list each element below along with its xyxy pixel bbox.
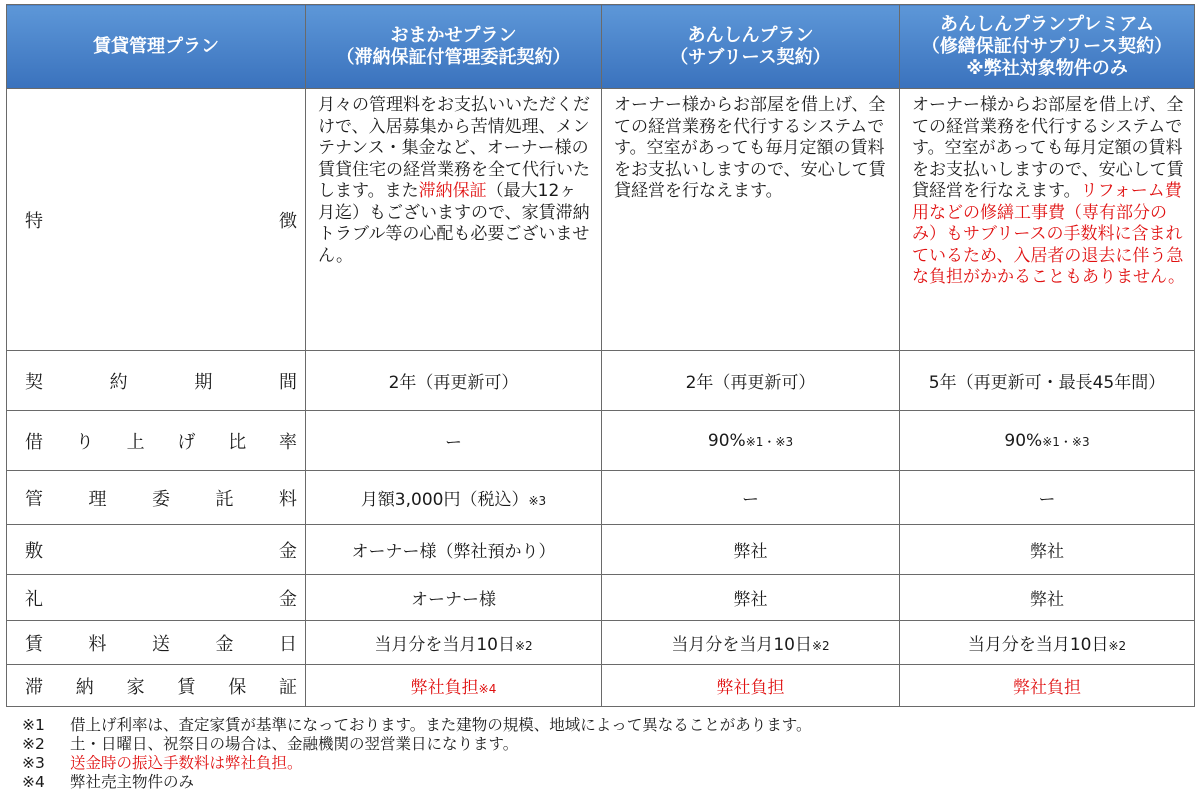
header-omakase-title: おまかせプラン xyxy=(390,24,517,46)
header-anshin-title: あんしんプラン xyxy=(687,24,814,46)
label-text xyxy=(25,428,297,454)
label-text xyxy=(25,537,297,563)
premium-lease-ratio-value: 90% xyxy=(1004,430,1043,451)
anshin-management-fee: ー xyxy=(602,471,900,525)
omakase-management-fee-value: 月額3,000円（税込） xyxy=(360,490,529,510)
label-char: 賃 xyxy=(25,633,43,655)
row-label-deposit xyxy=(7,525,306,575)
label-text xyxy=(25,673,297,699)
label-char: 日 xyxy=(279,633,297,655)
premium-remittance-date xyxy=(900,621,1195,665)
anshin-lease-ratio xyxy=(602,411,900,471)
label-char: 契 xyxy=(25,371,43,393)
omakase-features-text: 月々の管理料をお支払いいただくだけで、入居募集から苦情処理、メンテナンス・集金など、オーナー様の賃貸住宅の経営業務を全て代行いたします。また xyxy=(318,95,590,201)
header-premium-plan xyxy=(900,5,1195,89)
anshin-remittance-date xyxy=(602,621,900,665)
label-char: 家 xyxy=(126,676,145,698)
management-fee-row xyxy=(7,471,1195,525)
label-char: 保 xyxy=(228,676,247,698)
anshin-remittance-value: 当月分を当月10日 xyxy=(671,635,812,655)
anshin-remittance-note: ※2 xyxy=(811,639,830,653)
row-label-management-fee xyxy=(7,471,306,525)
omakase-features-red: 滞納保証 xyxy=(418,181,487,201)
label-char: 金 xyxy=(215,633,234,655)
arrears-guarantee-row xyxy=(7,665,1195,707)
label-char: 滞 xyxy=(25,676,43,698)
anshin-features: オーナー様からお部屋を借上げ、全ての経営業務を代行するシステムです。空室があっても毎月定額の賃料をお支払いしますので、安心して賃貸経営を行なえます。 xyxy=(602,89,900,351)
footnotes xyxy=(22,716,812,792)
premium-features-text: オーナー様からお部屋を借上げ、全ての経営業務を代行するシステムです。空室があっても毎月定額の賃料をお支払いしますので、安心して賃貸経営を行なえます。 xyxy=(912,95,1184,201)
label-char: 金 xyxy=(279,588,297,610)
row-label-arrears-guarantee xyxy=(7,665,306,707)
header-omakase-subtitle: （滞納保証付管理委託契約） xyxy=(336,46,571,68)
plan-comparison-table xyxy=(6,4,1195,707)
premium-arrears-guarantee: 弊社負担 xyxy=(900,665,1195,707)
label-char: 約 xyxy=(109,371,128,393)
label-char: 託 xyxy=(215,488,234,510)
premium-remittance-value: 当月分を当月10日 xyxy=(967,635,1109,655)
premium-contract-period: 5年（再更新可・最長45年間） xyxy=(900,351,1195,411)
header-premium-title: あんしんプランプレミアム xyxy=(939,13,1155,35)
omakase-guarantee-value: 弊社負担 xyxy=(410,678,479,698)
anshin-contract-period: 2年（再更新可） xyxy=(602,351,900,411)
omakase-contract-period: 2年（再更新可） xyxy=(306,351,602,411)
header-omakase-plan xyxy=(306,5,602,89)
premium-management-fee: ー xyxy=(900,471,1195,525)
label-char: 徴 xyxy=(279,210,297,232)
footnote xyxy=(22,735,812,754)
label-char: 特 xyxy=(25,210,43,232)
label-text xyxy=(25,485,297,511)
label-char: 上 xyxy=(126,431,145,453)
row-label-remittance-date xyxy=(7,621,306,665)
contract-period-row xyxy=(7,351,1195,411)
omakase-management-fee xyxy=(306,471,602,525)
footnote xyxy=(22,716,812,735)
omakase-remittance-note: ※2 xyxy=(514,639,533,653)
footnote-text: 借上げ利率は、査定家賃が基準になっております。また建物の規模、地域によって異なることがあります。 xyxy=(70,716,812,734)
label-char: 賃 xyxy=(177,676,196,698)
omakase-deposit: オーナー様（弊社預かり） xyxy=(306,525,602,575)
header-anshin-subtitle: （サブリース契約） xyxy=(670,46,831,68)
footnote-text: 弊社売主物件のみ xyxy=(70,773,195,791)
key-money-row xyxy=(7,575,1195,621)
premium-remittance-note: ※2 xyxy=(1108,639,1127,653)
omakase-arrears-guarantee xyxy=(306,665,602,707)
label-char: 納 xyxy=(75,676,94,698)
header-anshin-plan xyxy=(602,5,900,89)
label-char: 期 xyxy=(194,371,213,393)
premium-key-money: 弊社 xyxy=(900,575,1195,621)
remittance-date-row xyxy=(7,621,1195,665)
anshin-lease-ratio-value: 90% xyxy=(707,430,746,451)
row-label-lease-ratio xyxy=(7,411,306,471)
label-char: 料 xyxy=(88,633,107,655)
premium-deposit: 弊社 xyxy=(900,525,1195,575)
label-char: 理 xyxy=(88,488,107,510)
deposit-row xyxy=(7,525,1195,575)
row-label-features xyxy=(7,89,306,351)
omakase-features xyxy=(306,89,602,351)
footnote xyxy=(22,773,812,792)
premium-lease-ratio-note: ※1・※3 xyxy=(1042,434,1090,449)
omakase-lease-ratio: ー xyxy=(306,411,602,471)
header-plan-type: 賃貸管理プラン xyxy=(7,5,306,89)
premium-features xyxy=(900,89,1195,351)
label-char: 送 xyxy=(152,633,170,655)
header-row xyxy=(7,5,1195,89)
label-text xyxy=(25,207,297,233)
row-label-key-money xyxy=(7,575,306,621)
omakase-features-text-end: （最大12ヶ月迄）もございますので、家賃滞納トラブル等の心配も必要ございません。 xyxy=(318,181,590,266)
label-char: 証 xyxy=(278,676,297,698)
label-char: 比 xyxy=(228,431,247,453)
footnote-key: ※1 xyxy=(22,716,45,734)
premium-features-red: リフォーム費用などの修繕工事費（専有部分のみ）もサブリースの手数料に含まれているため、入居者の退去に伴う急な負担がかかることもありません。 xyxy=(912,181,1186,287)
label-char: 間 xyxy=(278,371,297,393)
omakase-guarantee-note: ※4 xyxy=(478,682,497,696)
label-char: 率 xyxy=(278,431,297,453)
label-char: 礼 xyxy=(25,588,43,610)
anshin-lease-ratio-note: ※1・※3 xyxy=(745,434,794,449)
header-premium-note: ※弊社対象物件のみ xyxy=(966,57,1128,79)
anshin-arrears-guarantee: 弊社負担 xyxy=(602,665,900,707)
footnote-key: ※4 xyxy=(22,773,45,791)
footnote-key: ※2 xyxy=(22,735,45,753)
omakase-remittance-value: 当月分を当月10日 xyxy=(374,635,515,655)
features-row xyxy=(7,89,1195,351)
header-premium-subtitle: （修繕保証付サブリース契約） xyxy=(921,35,1173,57)
label-char: 金 xyxy=(279,540,297,562)
label-char: げ xyxy=(177,431,196,453)
label-text xyxy=(25,368,297,394)
label-char: 敷 xyxy=(25,540,43,562)
label-text xyxy=(25,585,297,611)
row-label-contract-period xyxy=(7,351,306,411)
footnote-text: 送金時の振込手数料は弊社負担。 xyxy=(70,754,303,772)
anshin-key-money: 弊社 xyxy=(602,575,900,621)
label-text xyxy=(25,630,297,656)
omakase-management-fee-note: ※3 xyxy=(528,494,547,508)
omakase-remittance-date xyxy=(306,621,602,665)
label-char: 料 xyxy=(279,488,297,510)
label-char: 借 xyxy=(25,431,43,453)
footnote-key: ※3 xyxy=(22,754,45,772)
footnote-text: 土・日曜日、祝祭日の場合は、金融機関の翌営業日になります。 xyxy=(70,735,519,753)
footnote xyxy=(22,754,812,773)
lease-ratio-row xyxy=(7,411,1195,471)
omakase-key-money: オーナー様 xyxy=(306,575,602,621)
label-char: 管 xyxy=(25,488,43,510)
premium-lease-ratio xyxy=(900,411,1195,471)
label-char: り xyxy=(75,431,94,453)
label-char: 委 xyxy=(152,488,170,510)
anshin-deposit: 弊社 xyxy=(602,525,900,575)
